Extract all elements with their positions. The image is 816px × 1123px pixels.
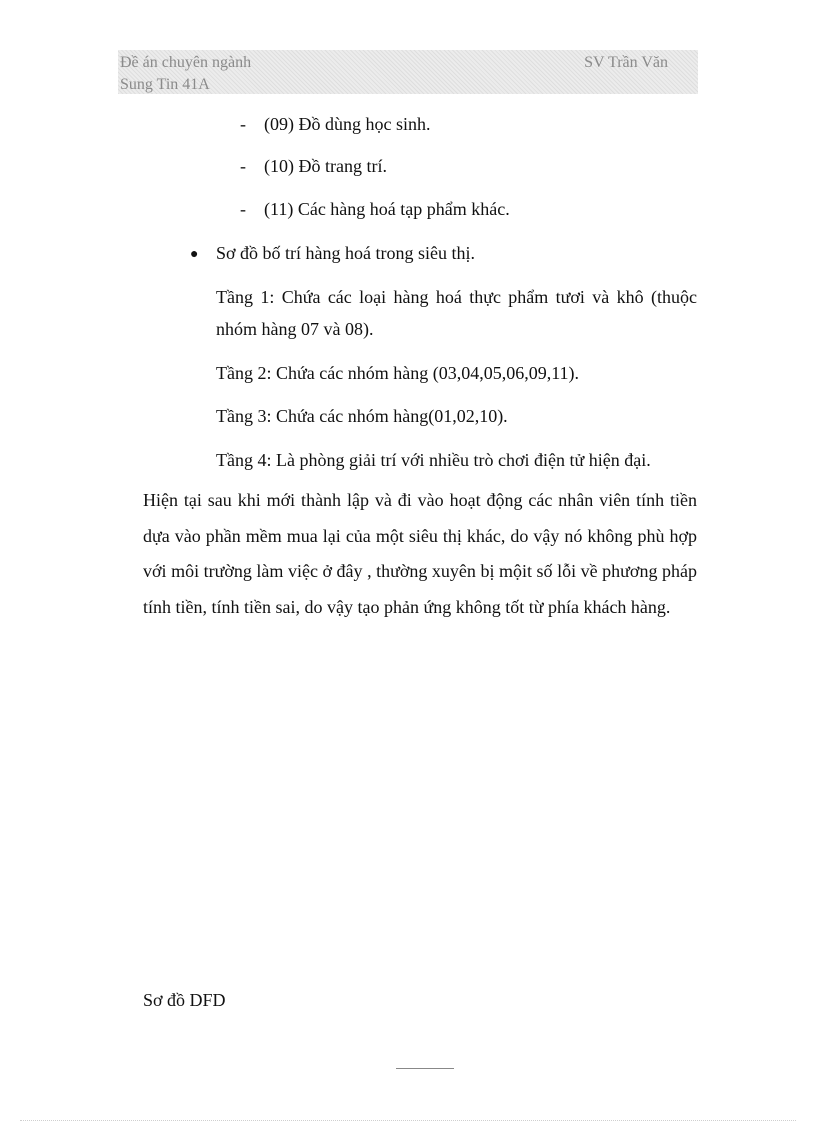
page-edge-divider xyxy=(20,1120,796,1121)
bullet-text: Sơ đồ bố trí hàng hoá trong siêu thị. xyxy=(216,243,475,263)
floor-description: Tầng 4: Là phòng giải trí với nhiều trò chơi điện tử hiện đại. xyxy=(216,450,651,470)
list-item-text: (09) Đồ dùng học sinh. xyxy=(264,114,431,134)
header-course-title: Đề án chuyên ngành xyxy=(120,54,252,71)
section-title: Sơ đồ DFD xyxy=(143,990,226,1010)
header-class: Sung Tin 41A xyxy=(120,76,210,93)
list-item xyxy=(240,112,430,136)
floor-description: Tầng 1: Chứa các loại hàng hoá thực phẩm tươi và khô (thuộc nhóm hàng 07 và 08). xyxy=(216,287,697,339)
bullet-icon: ● xyxy=(190,247,199,262)
page-header xyxy=(118,50,698,94)
dash-marker: - xyxy=(240,114,246,134)
footer-rule xyxy=(396,1068,454,1069)
floor-description: Tầng 2: Chứa các nhóm hàng (03,04,05,06,09,11). xyxy=(216,363,580,383)
header-student-name: SV Trần Văn xyxy=(584,54,668,71)
dash-marker: - xyxy=(240,199,246,219)
list-item xyxy=(240,197,510,221)
body-paragraph: Hiện tại sau khi mới thành lập và đi vào hoạt động các nhân viên tính tiền dựa vào phần mềm mua lại của một siêu thị khác, do vậy nó không phù hợp với môi trường làm việc ở đây , thường xuyên bị mộit số lỗi về phương pháp tính tiền, tính tiền sai, do vậy tạo phản ứng không tốt từ phía khách hàng. xyxy=(143,490,697,617)
list-item-text: (11) Các hàng hoá tạp phẩm khác. xyxy=(264,199,510,219)
list-item xyxy=(240,154,387,178)
list-item-text: (10) Đồ trang trí. xyxy=(264,156,387,176)
dash-marker: - xyxy=(240,156,246,176)
bullet-item xyxy=(190,241,475,267)
floor-description: Tầng 3: Chứa các nhóm hàng(01,02,10). xyxy=(216,406,508,426)
